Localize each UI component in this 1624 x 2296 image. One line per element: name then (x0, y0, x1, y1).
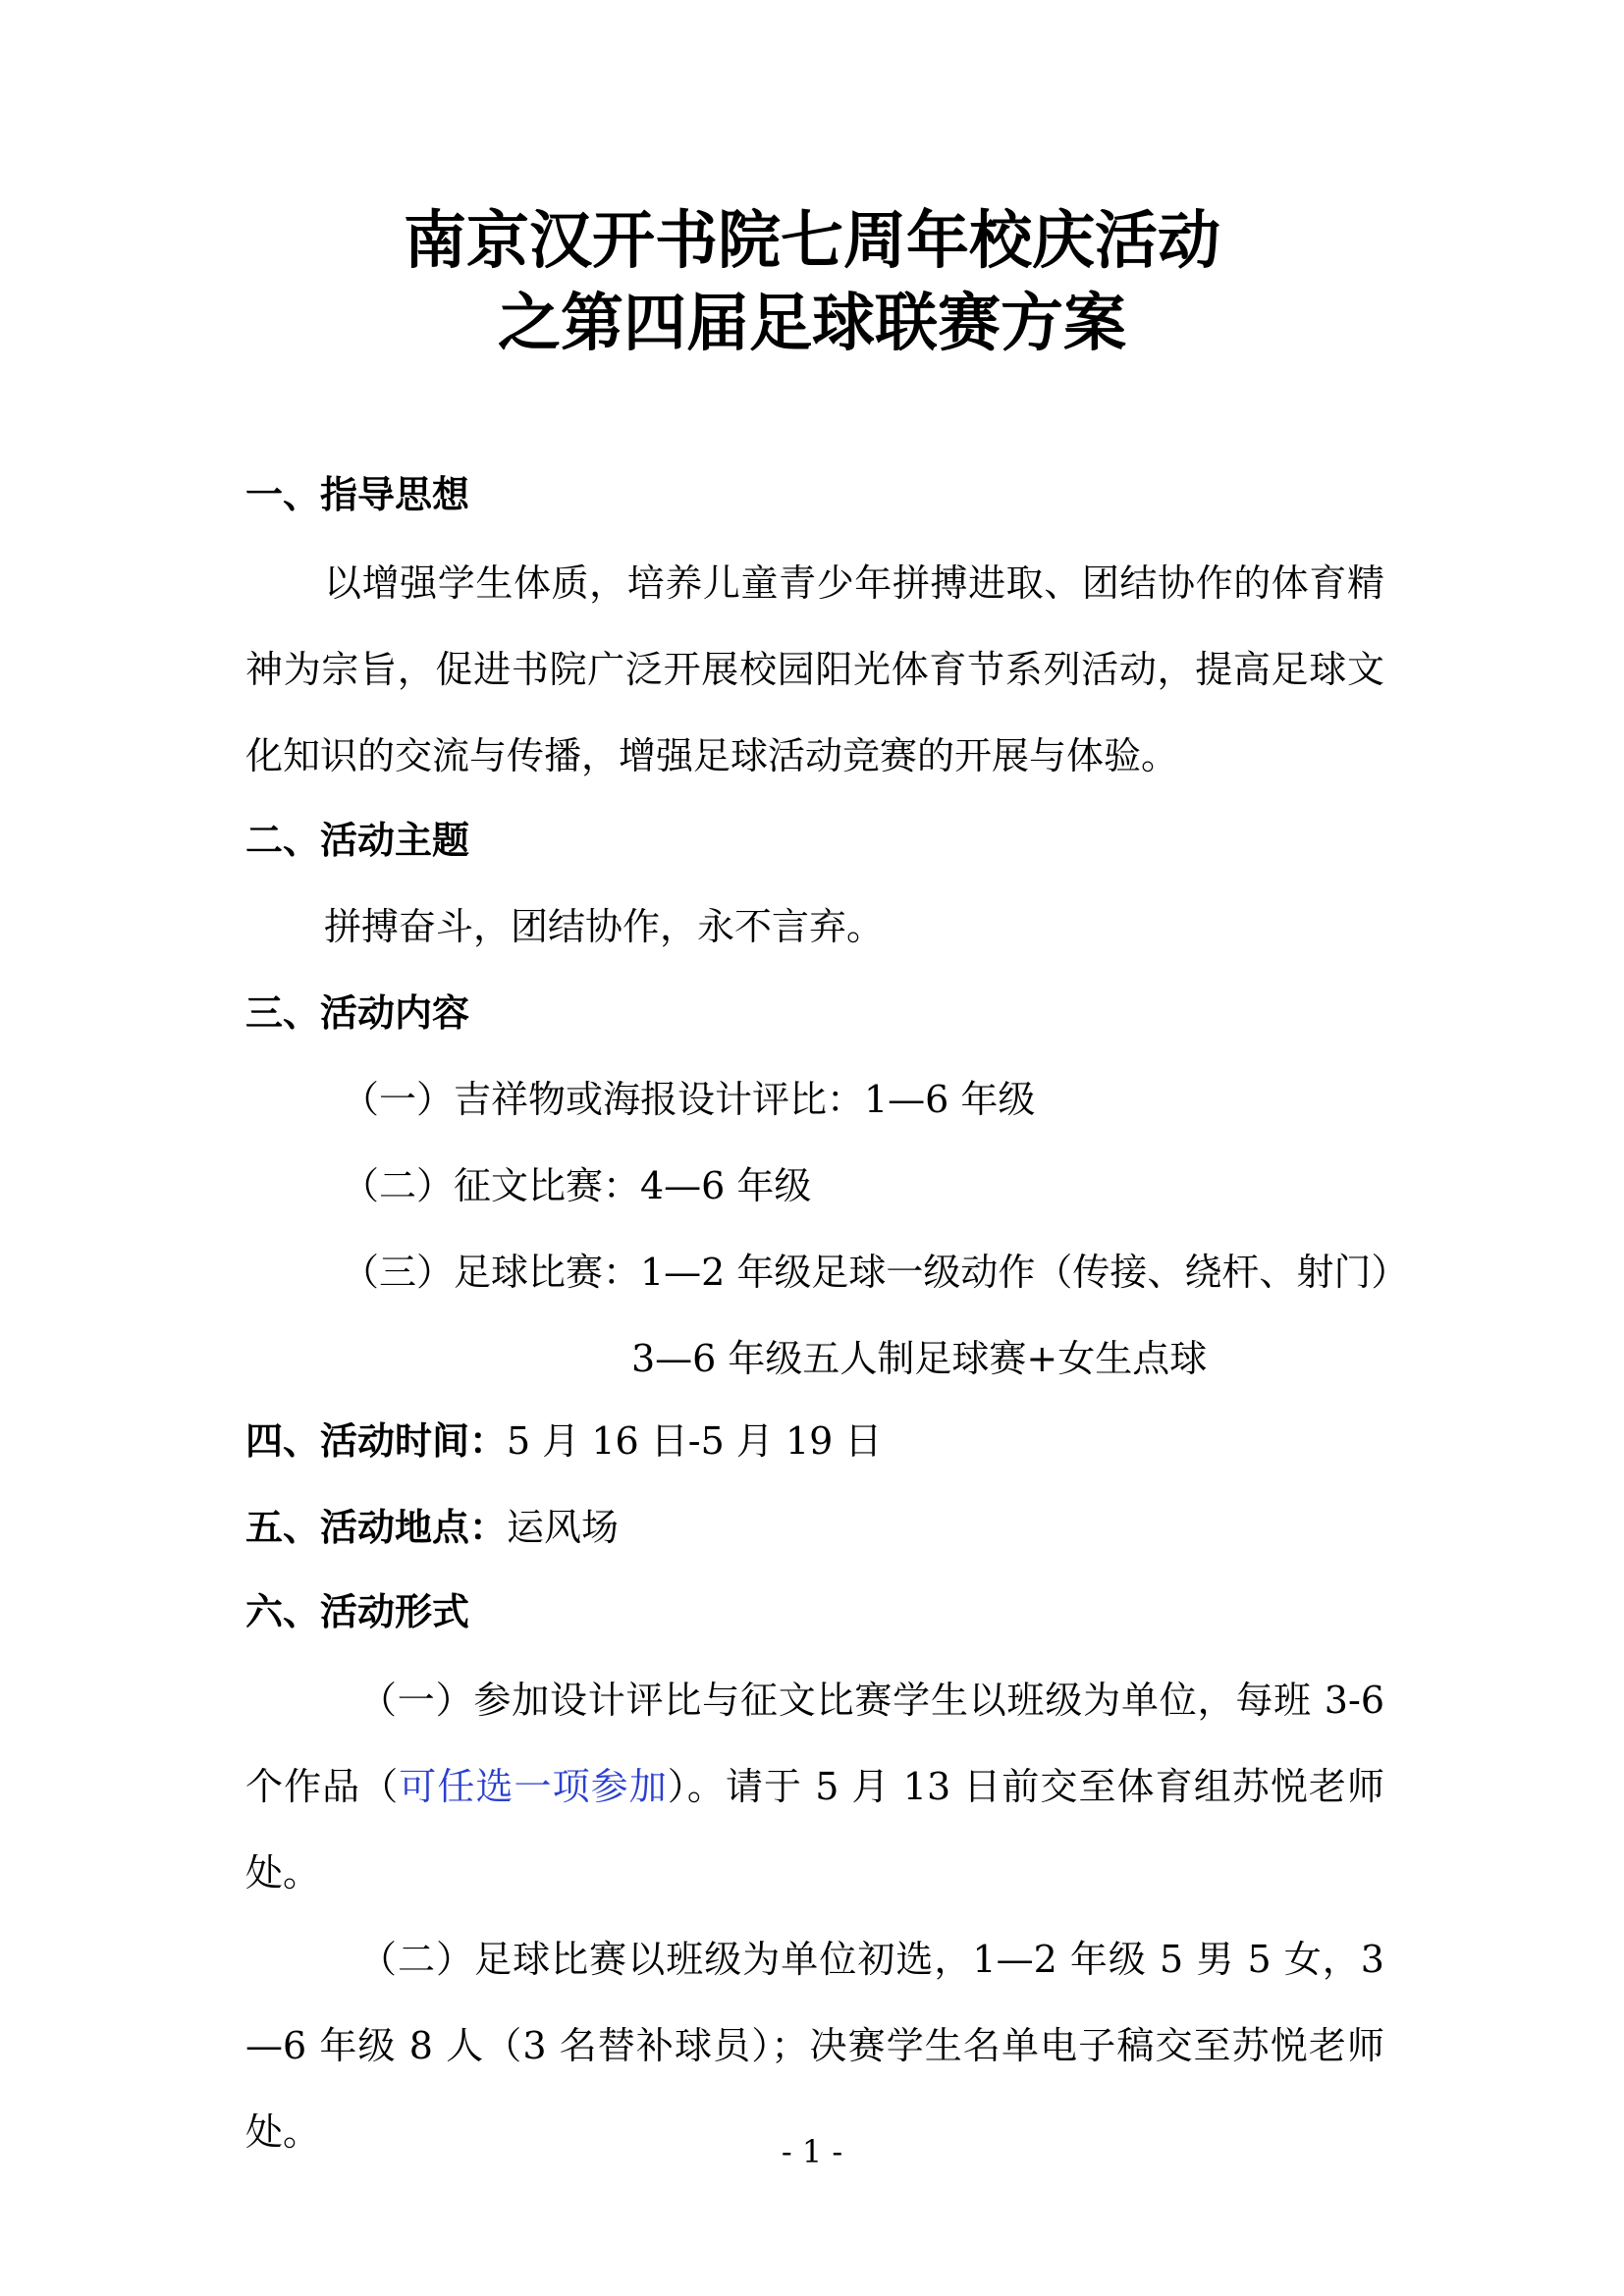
format-paragraph-2: （二）足球比赛以班级为单位初选，1—2 年级 5 男 5 女，3—6 年级 8 人（3 名替补球员）；决赛学生名单电子稿交至苏悦老师处。 (245, 1938, 1384, 2154)
document-title-line-1: 南京汉开书院七周年校庆活动 (404, 205, 1220, 278)
activity-location-value: 运风场 (507, 1506, 620, 1549)
content-item-essay: （二）征文比赛：4—6 年级 (342, 1164, 812, 1207)
format-paragraph-1-highlight: 可任选一项参加 (399, 1765, 668, 1808)
content-item-football-continued: 3—6 年级五人制足球赛+女生点球 (631, 1337, 1208, 1380)
section-heading-guiding-ideology: 一、指导思想 (245, 473, 470, 516)
section-heading-content: 三、活动内容 (245, 991, 470, 1035)
activity-location-label: 五、活动地点： (245, 1506, 508, 1549)
document-title-line-2: 之第四届足球联赛方案 (498, 288, 1126, 360)
section-activity-time (245, 1419, 882, 1463)
format-paragraph-1-part-2: ）。请于 5 月 13 日前交至体育组苏悦老师处。 (245, 1765, 1384, 1895)
section-heading-format: 六、活动形式 (245, 1590, 470, 1633)
section-body-guiding-ideology: 以增强学生体质，培养儿童青少年拼搏进取、团结协作的体育精神为宗旨，促进书院广泛开展校园阳光体育节系列活动，提高足球文化知识的交流与传播，增强足球活动竞赛的开展与体验。 (245, 561, 1384, 777)
content-item-mascot-poster: （一）吉祥物或海报设计评比：1—6 年级 (342, 1078, 1036, 1121)
section-heading-theme: 二、活动主题 (245, 819, 470, 862)
page-number: - 1 - (781, 2133, 843, 2170)
section-body-theme: 拼搏奋斗，团结协作，永不言弃。 (324, 905, 885, 948)
format-paragraph-1 (245, 1657, 1384, 1916)
content-item-football: （三）足球比赛：1—2 年级足球一级动作（传接、绕杆、射门） (342, 1251, 1409, 1294)
activity-time-label: 四、活动时间： (245, 1419, 508, 1463)
section-activity-location (245, 1506, 619, 1549)
activity-time-value: 5 月 16 日-5 月 19 日 (507, 1419, 883, 1463)
format-paragraph-1-part-1: （一）参加设计评比与征文比赛学生以班级为单位，每班 3-6 个作品（ (245, 1679, 1384, 1808)
